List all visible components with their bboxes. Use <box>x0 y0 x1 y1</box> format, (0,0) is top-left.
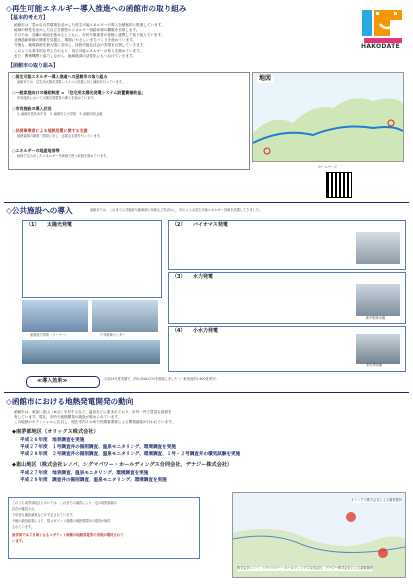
summary-line: 今後の調査結果により、数メガワット規模の地熱発電所の建設が検討 <box>12 519 111 523</box>
effect-badge <box>26 376 100 388</box>
summary-line: されています。 <box>12 525 35 529</box>
map-callout: オリックス株式会社による調査箇所 <box>351 498 402 502</box>
facility-name: バイオマス発電 <box>193 222 228 228</box>
geothermal-map-graphic <box>233 493 405 577</box>
photo-caption: 赤川浄水場 <box>366 363 382 367</box>
section-divider <box>4 202 409 203</box>
facility-name: 水力発電 <box>193 274 214 280</box>
photo-caption: 戸井地域センター <box>100 333 126 337</box>
effect-text: 平成24年度実績で、約9,000t-CO2を削減しました（一般家庭約1,600世帯分） <box>104 377 219 381</box>
section3-intro: 函館市は、東部に恵山（※山）を有するなど、温泉などに恵まれており、市内一円で豊富な資源を <box>14 410 172 414</box>
map-callout: 株式会社レノバ、シグマパワー・ホールディングス合同会社、デナジー株式会社による調査箇所 <box>237 566 374 570</box>
solar-photo <box>92 300 158 332</box>
status-item-text: 地熱資源の調査・開発に対し、必要な支援を行っています。 <box>17 134 103 138</box>
hakodate-logo <box>360 6 404 52</box>
facility-num: （3） <box>172 274 186 280</box>
section3-intro: この地熱のポテンシャルに注目し、現在市内２か所で民間事業者による開発調査が行われています。 <box>14 420 176 424</box>
summary-line: このうち南茅部地区においては、これまでの調査により一定の地熱資源の <box>12 501 118 505</box>
project2-row: 平成２８年度 調査井の掘削調査、温泉モニタリング、環境調査を実施 <box>20 478 167 483</box>
status-item: ○再生可能エネルギー導入推進への函館市の取り組み <box>12 74 108 79</box>
area-map <box>252 72 404 162</box>
summary-box <box>8 497 200 559</box>
status-heading: 【函館市の取り組み】 <box>8 63 59 69</box>
basic-heading: 【基本的考え方】 <box>8 15 49 21</box>
facility-num: （2） <box>172 222 186 228</box>
biomass-photo <box>356 232 400 264</box>
hydro-photo <box>356 284 400 316</box>
status-item: ○市有施設の導入状況 <box>12 106 52 111</box>
solar-photo <box>22 300 88 332</box>
geothermal-map <box>232 492 406 578</box>
map-graphic <box>253 73 403 161</box>
facility-name: 小水力発電 <box>193 328 219 334</box>
summary-line: います。 <box>12 539 26 543</box>
section-divider <box>4 392 409 393</box>
summary-line: 存在が確認され、 <box>12 507 38 511</box>
status-item-text: 1. 函館市役所本庁舎 2. 函館市立小学校 3. 函館市民会館 <box>17 112 103 116</box>
section1-title: ◇再生可能エネルギー導入推進への函館市の取り組み <box>6 4 187 13</box>
small-hydro-photo <box>356 334 400 364</box>
photo-caption: 旭岡風力発電（ソーラー） <box>30 333 69 337</box>
logo-text: HAKODATE <box>361 43 400 50</box>
photo-caption: 新中野浄水場 <box>366 316 386 320</box>
facility-num: （4） <box>172 328 186 334</box>
facility-box-solar <box>22 220 162 298</box>
basic-line: そのため、各種の取組を進めるとともに、市民や事業者の皆様と連携して取り組んでいます。 <box>14 33 165 37</box>
basic-line: また、関係機関と協力しながら、地域経済の活性化にもつなげていきます。 <box>14 54 136 58</box>
section2-title: ◇公共施設への導入 <box>6 206 73 215</box>
facility-name: 太陽光発電 <box>47 222 73 228</box>
status-box <box>8 72 250 170</box>
project1-row: 平成２６年度 地表調査を実施 <box>20 438 85 443</box>
status-item-text: 函館市では、住宅用太陽光発電システムの設置に対し補助を行っています。 <box>17 80 125 84</box>
basic-line: このような基本的な考え方のもと、再生可能エネルギーの導入を進めています。 <box>14 49 144 53</box>
summary-line: 今年度も継続調査などが予定されています。 <box>12 513 76 517</box>
summary-line: 南茅部では２月頃となるメガワット規模の地熱発電所の実現が期待されて <box>12 533 124 537</box>
status-item-text: 市有施設において太陽光発電等の導入を進めています。 <box>17 96 97 100</box>
section3-intro: 有しています。現在、各所で地熱開発の調査が進められています。 <box>14 415 122 419</box>
project1-row: 平成２８年度 ２号調査井の掘削調査、温泉モニタリング、環境調査、１号・２号調査井の噴気試験を実施 <box>20 452 241 457</box>
project2-heading: ◆恵山地区（株式会社レノバ、シグマパワー・ホールディングス合同会社、デナジー株式会社） <box>12 462 233 468</box>
section3-title: ◇函館市における地熱発電開発の動向 <box>6 397 134 406</box>
project1-heading: ◆南茅部地区（オリックス株式会社） <box>12 429 99 435</box>
hakodate-logo-mark <box>360 6 404 44</box>
status-item: ○エネルギーの地産地消等 <box>12 148 60 153</box>
status-item: ○一般家庭向けの補助制度 ⇒ 「住宅用太陽光発電システム設置費補助金」 <box>12 90 146 95</box>
project2-row: 平成２７年度 地表調査、温泉モニタリング、環境調査を実施 <box>20 471 149 476</box>
project1-row: 平成２７年度 １号調査井の掘削調査、温泉モニタリング、環境調査を実施 <box>20 445 176 450</box>
basic-line: 今後も、地域資源を最大限に活用し、持続可能な社会の実現を目指していきます。 <box>14 43 147 47</box>
map-title: 地図 <box>259 75 272 82</box>
status-item-text: 地域で生み出したエネルギーを地域で使う取組を進めています。 <box>17 154 110 158</box>
basic-line: 函館市は、豊かな自然環境を活かした再生可能エネルギーの導入を積極的に推進しています。 <box>14 23 165 27</box>
basic-line: 北海道新幹線の開業を見据え、環境にやさしいまちづくりを進めています。 <box>14 38 137 42</box>
facility-num: （1） <box>26 222 40 228</box>
status-item: ○民間事業者による地熱発電に関する支援 <box>12 128 88 133</box>
solar-photo <box>22 340 160 364</box>
qr-code[interactable] <box>326 172 352 198</box>
effect-badge-label: ≪導入効果≫ <box>37 378 68 384</box>
basic-line: 地域の特性を活かした自立分散型のエネルギー供給体制の構築を目指します。 <box>14 28 140 32</box>
qr-label: ホームページ <box>318 165 338 169</box>
section2-intro: 函館市では、これまで公共施設や臨海部の用地などを活かし、次のような再生可能エネルギー設備を設置してきました。 <box>90 208 263 212</box>
